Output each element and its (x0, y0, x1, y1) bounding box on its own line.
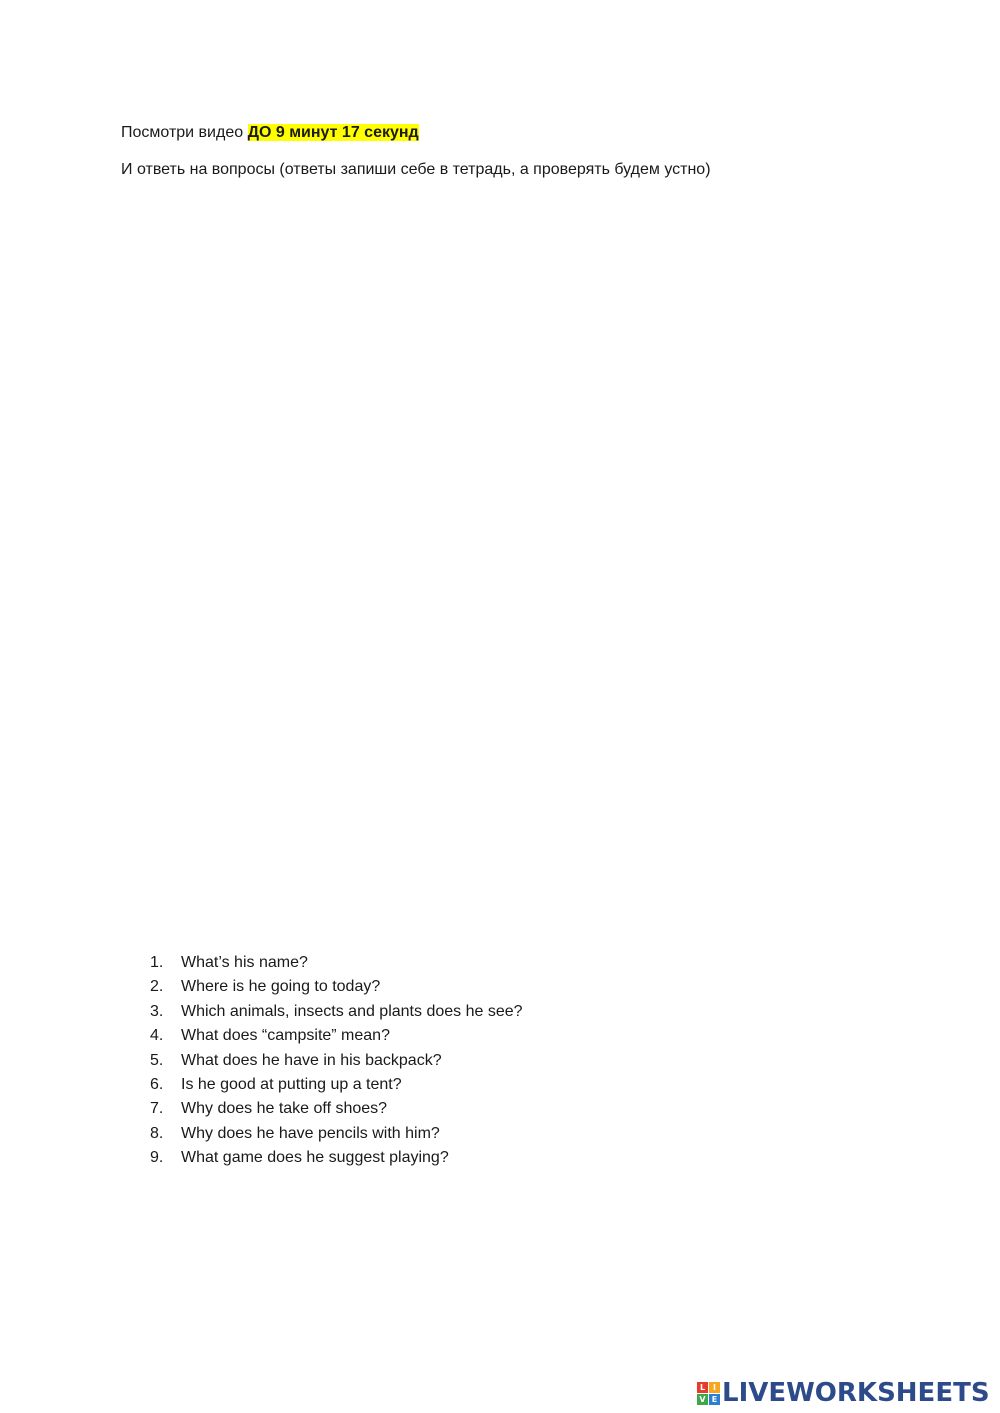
logo-badge-letter: E (709, 1394, 720, 1405)
list-item (150, 952, 523, 976)
question-text: What’s his name? (181, 954, 308, 971)
question-text: Why does he have pencils with him? (181, 1124, 440, 1142)
question-text: Is he good at putting up a tent? (181, 1075, 402, 1093)
list-item (150, 1025, 523, 1049)
question-number: 4. (150, 1027, 164, 1045)
list-item (150, 1123, 523, 1147)
logo-text: LIVEWORKSHEETS (722, 1378, 990, 1408)
question-text: What does “campsite” mean? (181, 1027, 390, 1045)
list-item (150, 1050, 523, 1074)
intro-prefix: Посмотри видео (121, 124, 248, 141)
question-number: 8. (150, 1124, 164, 1142)
question-text: What does he have in his backpack? (181, 1051, 442, 1069)
question-number: 5. (150, 1051, 164, 1069)
list-item (150, 1001, 523, 1025)
question-number: 9. (150, 1149, 164, 1167)
question-text: Where is he going to today? (181, 978, 381, 996)
question-number: 3. (150, 1002, 164, 1020)
list-item (150, 976, 523, 1000)
question-text: Why does he take off shoes? (181, 1100, 388, 1118)
question-number: 6. (150, 1075, 164, 1093)
logo-badge-letter: I (709, 1382, 720, 1393)
list-item (150, 1147, 523, 1171)
list-item (150, 1074, 523, 1098)
question-number: 7. (150, 1100, 164, 1118)
question-text: Which animals, insects and plants does he see? (181, 1002, 523, 1020)
logo-badge-letter: L (697, 1382, 708, 1393)
question-number: 2. (150, 978, 164, 996)
question-text: What game does he suggest playing? (181, 1149, 449, 1167)
liveworksheets-logo[interactable] (697, 1378, 990, 1408)
highlighted-time: ДО 9 минут 17 секунд (247, 124, 419, 141)
intro-line (121, 123, 419, 143)
logo-badge-icon (697, 1382, 720, 1405)
logo-badge-letter: V (697, 1394, 708, 1405)
question-number: 1. (150, 954, 164, 971)
instruction-line: И ответь на вопросы (ответы запиши себе в тетрадь, а проверять будем устно) (121, 161, 711, 178)
question-list (150, 952, 523, 1172)
list-item (150, 1098, 523, 1122)
